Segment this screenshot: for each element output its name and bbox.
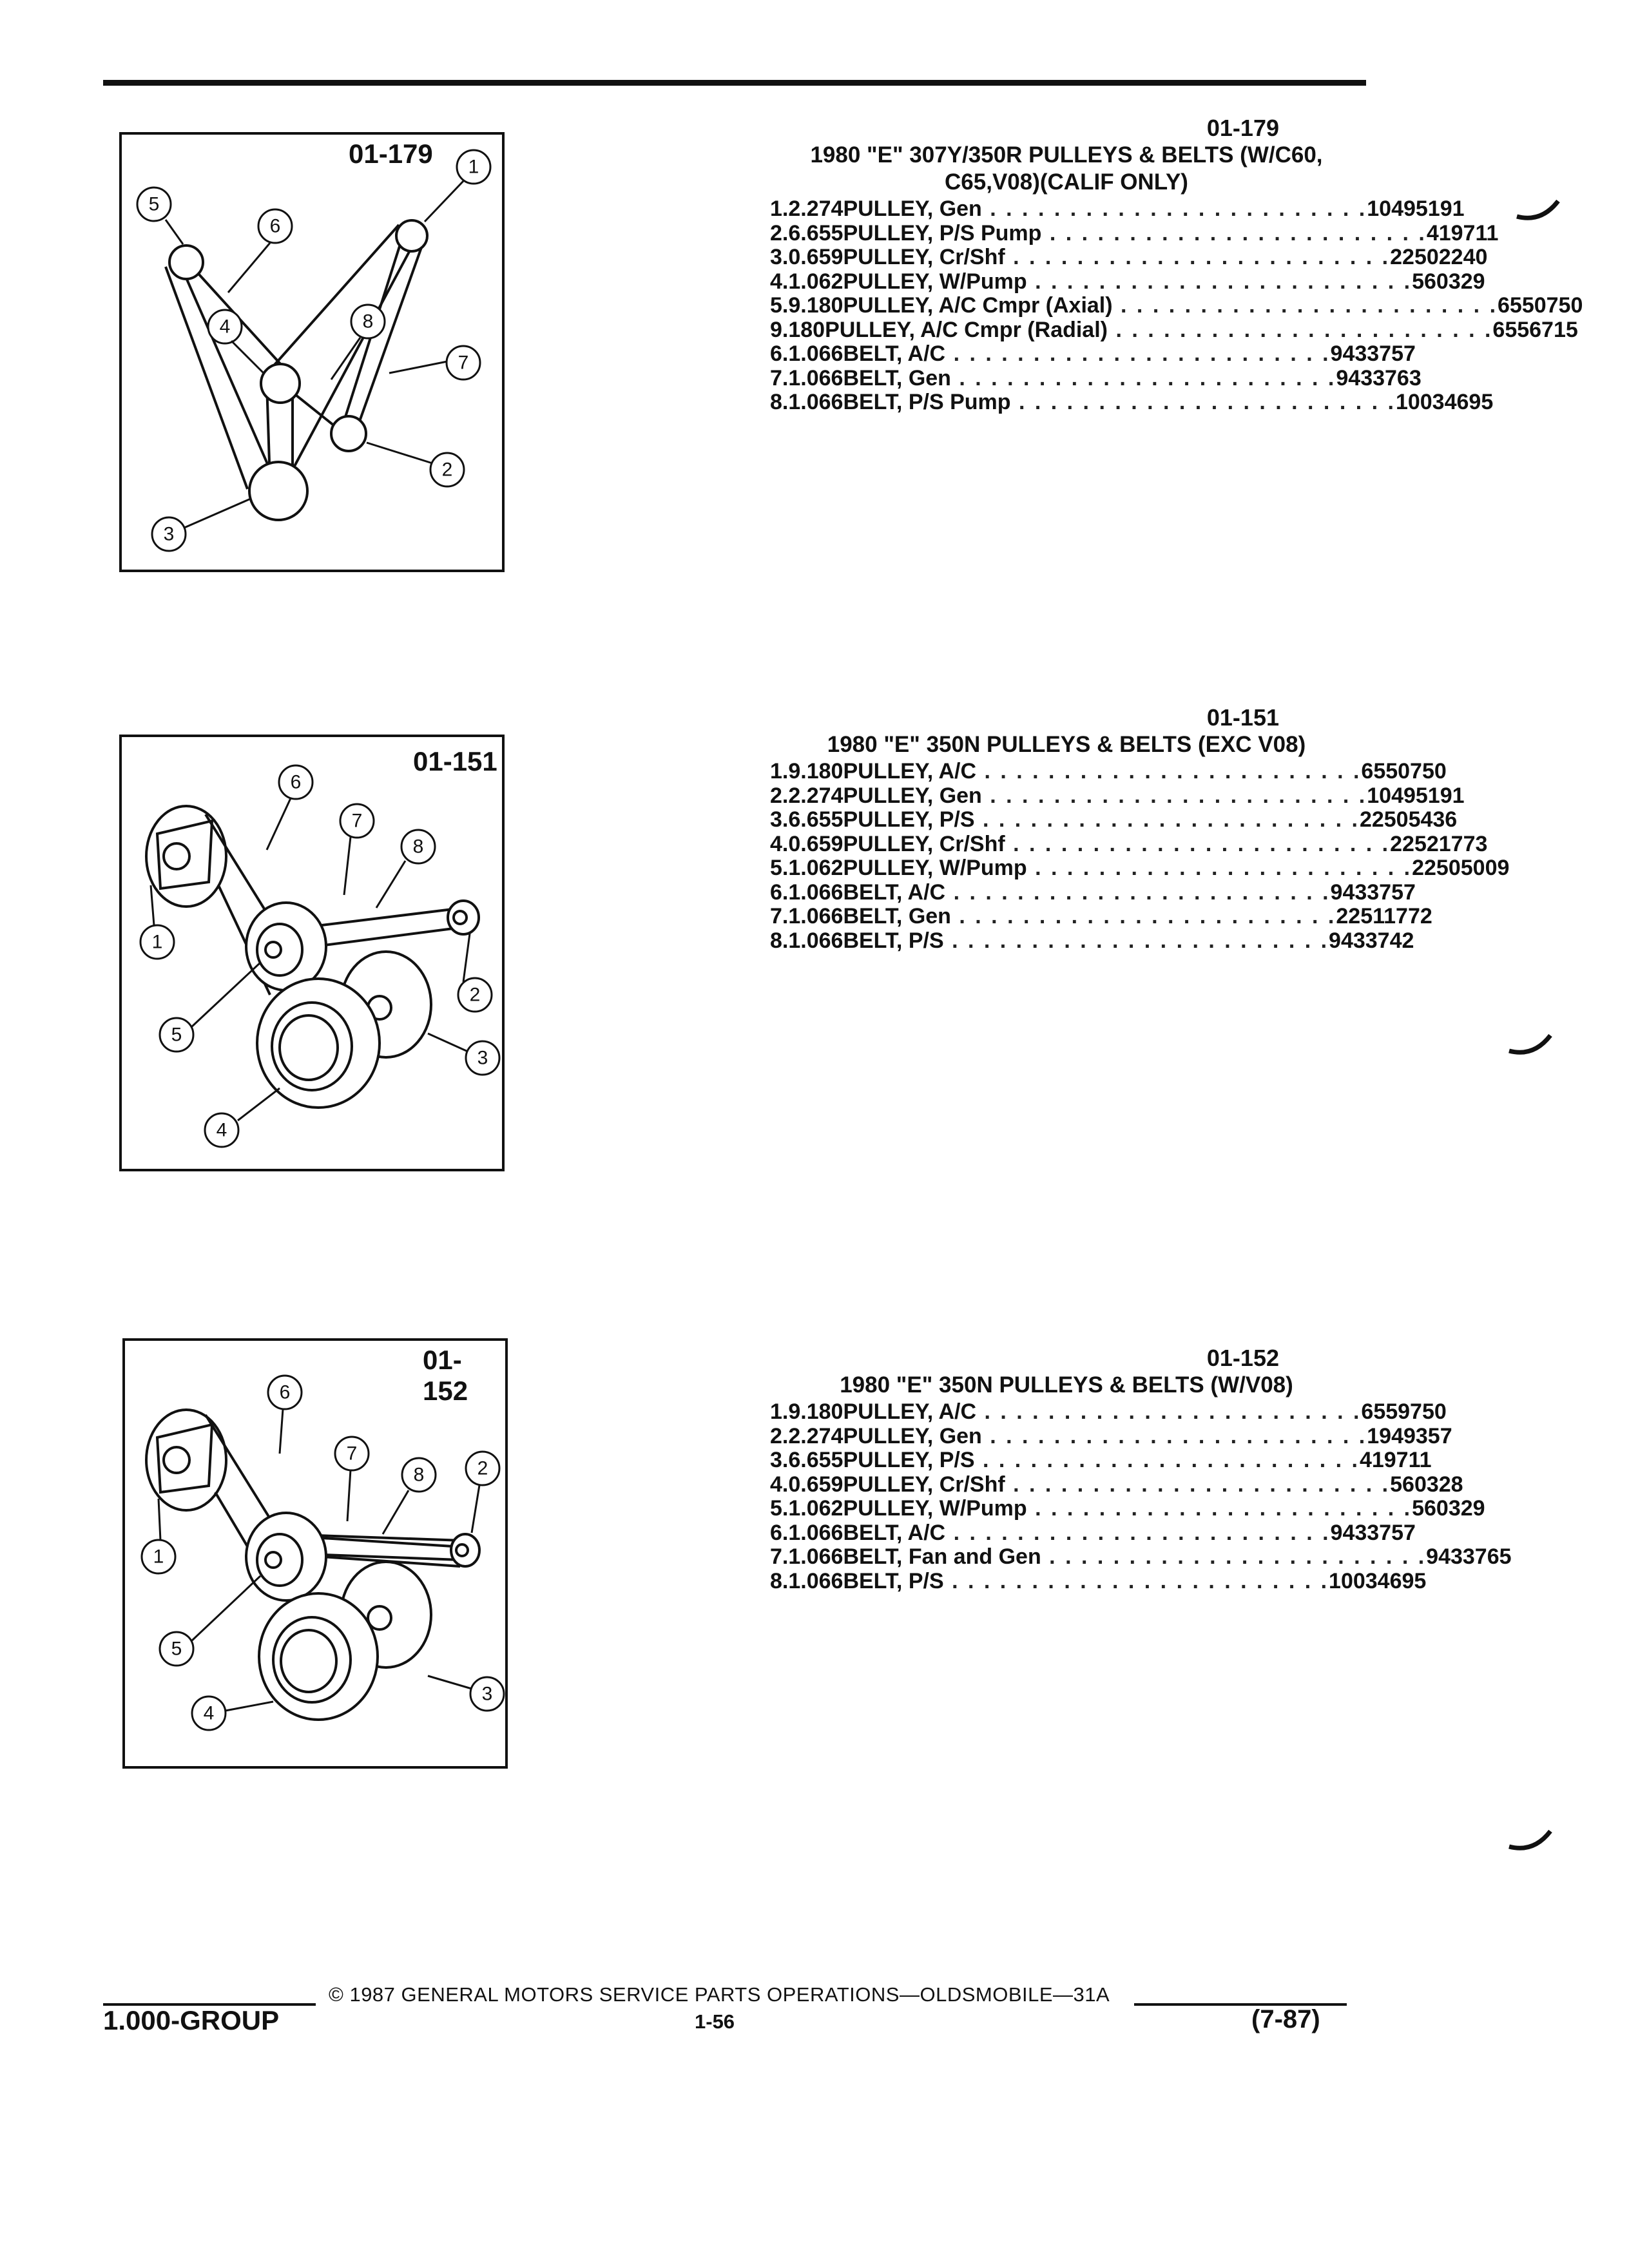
table-row: 9.180 PULLEY, A/C Cmpr (Radial) . . . . . . . . . . . . . . . . . . . . . . . . 6556715	[770, 317, 1578, 342]
belt-diagram-01-152	[125, 1341, 505, 1766]
table-row: 3. 0.659 PULLEY, Cr/Shf . . . . . . . . . . . . . . . . . . . . . . . . 22502240	[770, 245, 1488, 269]
section-title-continued: C65,V08)(CALIF ONLY)	[945, 169, 1188, 195]
table-row: 4. 0.659 PULLEY, Cr/Shf . . . . . . . . . . . . . . . . . . . . . . . . 22521773	[770, 831, 1488, 856]
callout-8	[351, 305, 385, 338]
belt-diagram-01-179	[122, 135, 502, 570]
callout-2	[458, 978, 492, 1012]
svg-text:2: 2	[477, 1457, 488, 1479]
svg-text:6: 6	[279, 1381, 291, 1403]
svg-text:2: 2	[441, 459, 453, 481]
callout-6	[279, 765, 313, 799]
parts-section-01-151	[764, 704, 1510, 953]
callout-6	[268, 1376, 302, 1409]
svg-text:2: 2	[469, 984, 481, 1006]
table-row: 6. 1.066 BELT, A/C . . . . . . . . . . . . . . . . . . . . . . . . 9433757	[770, 1520, 1416, 1545]
parts-section-01-152	[764, 1345, 1512, 1593]
figure-code: 01-179	[349, 139, 433, 169]
table-row: 7. 1.066 BELT, Gen . . . . . . . . . . . . . . . . . . . . . . . . 9433763	[770, 365, 1422, 390]
callout-4	[205, 1113, 238, 1147]
svg-text:4: 4	[203, 1702, 215, 1724]
svg-text:3: 3	[481, 1683, 493, 1705]
callout-1	[457, 150, 490, 184]
check-mark-icon	[1508, 1034, 1553, 1060]
figure-01-151	[119, 735, 505, 1171]
callout-6	[258, 209, 292, 243]
table-row: 2. 6.655 PULLEY, P/S Pump . . . . . . . . . . . . . . . . . . . . . . . . 419711	[770, 220, 1499, 245]
callout-1	[142, 1540, 175, 1573]
parts-table	[764, 197, 1583, 415]
svg-text:4: 4	[219, 316, 231, 338]
svg-text:8: 8	[412, 836, 424, 858]
svg-text:5: 5	[148, 193, 160, 215]
parts-table	[764, 1399, 1512, 1593]
callout-8	[401, 830, 435, 863]
figure-01-152	[122, 1338, 508, 1769]
svg-text:1: 1	[468, 156, 479, 178]
section-code: 01-152	[1206, 1345, 1279, 1371]
table-row: 3. 6.655 PULLEY, P/S . . . . . . . . . . . . . . . . . . . . . . . . 22505436	[770, 807, 1458, 832]
callout-3	[152, 517, 186, 551]
table-row: 5. 1.062 PULLEY, W/Pump . . . . . . . . . . . . . . . . . . . . . . . . 22505009	[770, 856, 1510, 880]
figure-code: 01-152	[423, 1345, 468, 1406]
svg-text:7: 7	[346, 1443, 358, 1465]
table-row: 1. 2.274 PULLEY, Gen . . . . . . . . . . . . . . . . . . . . . . . . 10495191	[770, 197, 1465, 221]
group-label: 1.000-GROUP	[103, 2005, 280, 2035]
callout-5	[137, 187, 171, 221]
svg-text:4: 4	[216, 1119, 227, 1141]
figure-code: 01-151	[413, 746, 497, 776]
table-row: 8. 1.066 BELT, P/S . . . . . . . . . . . . . . . . . . . . . . . . 9433742	[770, 928, 1414, 953]
callout-5	[160, 1018, 193, 1052]
top-rule	[103, 80, 1366, 86]
section-title: 1980 "E" 350N PULLEYS & BELTS (EXC V08)	[827, 732, 1306, 757]
table-row: 5. 9.180 PULLEY, A/C Cmpr (Axial) . . . . . . . . . . . . . . . . . . . . . . . . 6550750	[770, 293, 1583, 318]
table-row: 2. 2.274 PULLEY, Gen . . . . . . . . . . . . . . . . . . . . . . . . 10495191	[770, 783, 1465, 808]
table-row: 2. 2.274 PULLEY, Gen . . . . . . . . . . . . . . . . . . . . . . . . 1949357	[770, 1423, 1452, 1448]
table-row: 4. 1.062 PULLEY, W/Pump . . . . . . . . . . . . . . . . . . . . . . . . 560329	[770, 269, 1485, 294]
callout-3	[466, 1041, 499, 1075]
callout-7	[340, 804, 374, 838]
figure-01-179	[119, 132, 505, 572]
callout-5	[160, 1632, 193, 1666]
callout-4	[192, 1696, 226, 1730]
svg-text:8: 8	[413, 1464, 425, 1486]
svg-text:7: 7	[351, 810, 363, 832]
copyright-line: © 1987 GENERAL MOTORS SERVICE PARTS OPERATIONS—OLDSMOBILE—31A	[329, 1983, 1110, 2006]
section-title: 1980 "E" 307Y/350R PULLEYS & BELTS (W/C60,	[810, 142, 1323, 168]
svg-text:6: 6	[269, 215, 281, 237]
callout-1	[140, 925, 174, 959]
parts-table	[764, 759, 1510, 953]
belt-diagram-01-151	[122, 737, 502, 1169]
table-row: 1. 9.180 PULLEY, A/C . . . . . . . . . . . . . . . . . . . . . . . . 6559750	[770, 1399, 1447, 1424]
svg-text:6: 6	[290, 771, 302, 793]
svg-text:1: 1	[151, 931, 163, 953]
callout-4	[208, 310, 242, 343]
table-row: 8. 1.066 BELT, P/S . . . . . . . . . . . . . . . . . . . . . . . . 10034695	[770, 1568, 1427, 1593]
section-code: 01-179	[1206, 115, 1279, 141]
svg-text:5: 5	[171, 1024, 182, 1046]
callout-2	[466, 1452, 499, 1485]
table-row: 1. 9.180 PULLEY, A/C . . . . . . . . . . . . . . . . . . . . . . . . 6550750	[770, 759, 1447, 783]
table-row: 6. 1.066 BELT, A/C . . . . . . . . . . . . . . . . . . . . . . . . 9433757	[770, 341, 1416, 366]
callout-2	[430, 453, 464, 486]
table-row: 7. 1.066 BELT, Gen . . . . . . . . . . . . . . . . . . . . . . . . 22511772	[770, 904, 1432, 928]
callout-7	[447, 346, 480, 380]
check-mark-icon	[1508, 1830, 1553, 1856]
table-row: 3. 6.655 PULLEY, P/S . . . . . . . . . . . . . . . . . . . . . . . . 419711	[770, 1448, 1432, 1472]
svg-text:3: 3	[163, 523, 175, 545]
table-row: 5. 1.062 PULLEY, W/Pump . . . . . . . . . . . . . . . . . . . . . . . . 560329	[770, 1496, 1485, 1521]
callout-3	[470, 1677, 504, 1711]
callout-7	[335, 1437, 369, 1470]
section-title: 1980 "E" 350N PULLEYS & BELTS (W/V08)	[840, 1372, 1293, 1398]
svg-text:1: 1	[153, 1546, 164, 1568]
section-code: 01-151	[1206, 704, 1279, 731]
table-row: 4. 0.659 PULLEY, Cr/Shf . . . . . . . . . . . . . . . . . . . . . . . . 560328	[770, 1472, 1463, 1497]
parts-section-01-179	[764, 115, 1583, 415]
callout-8	[402, 1458, 436, 1492]
table-row: 8. 1.066 BELT, P/S Pump . . . . . . . . . . . . . . . . . . . . . . . . 10034695	[770, 390, 1494, 414]
page-number: 1-56	[695, 2010, 735, 2033]
table-row: 7. 1.066 BELT, Fan and Gen . . . . . . . . . . . . . . . . . . . . . . . . 9433765	[770, 1544, 1512, 1569]
svg-text:5: 5	[171, 1638, 182, 1660]
svg-text:8: 8	[362, 311, 374, 332]
check-mark-icon	[1516, 200, 1561, 226]
date-code: (7-87)	[1251, 2005, 1320, 2033]
svg-text:7: 7	[458, 352, 469, 374]
table-row: 6. 1.066 BELT, A/C . . . . . . . . . . . . . . . . . . . . . . . . 9433757	[770, 879, 1416, 905]
svg-text:3: 3	[477, 1047, 488, 1069]
